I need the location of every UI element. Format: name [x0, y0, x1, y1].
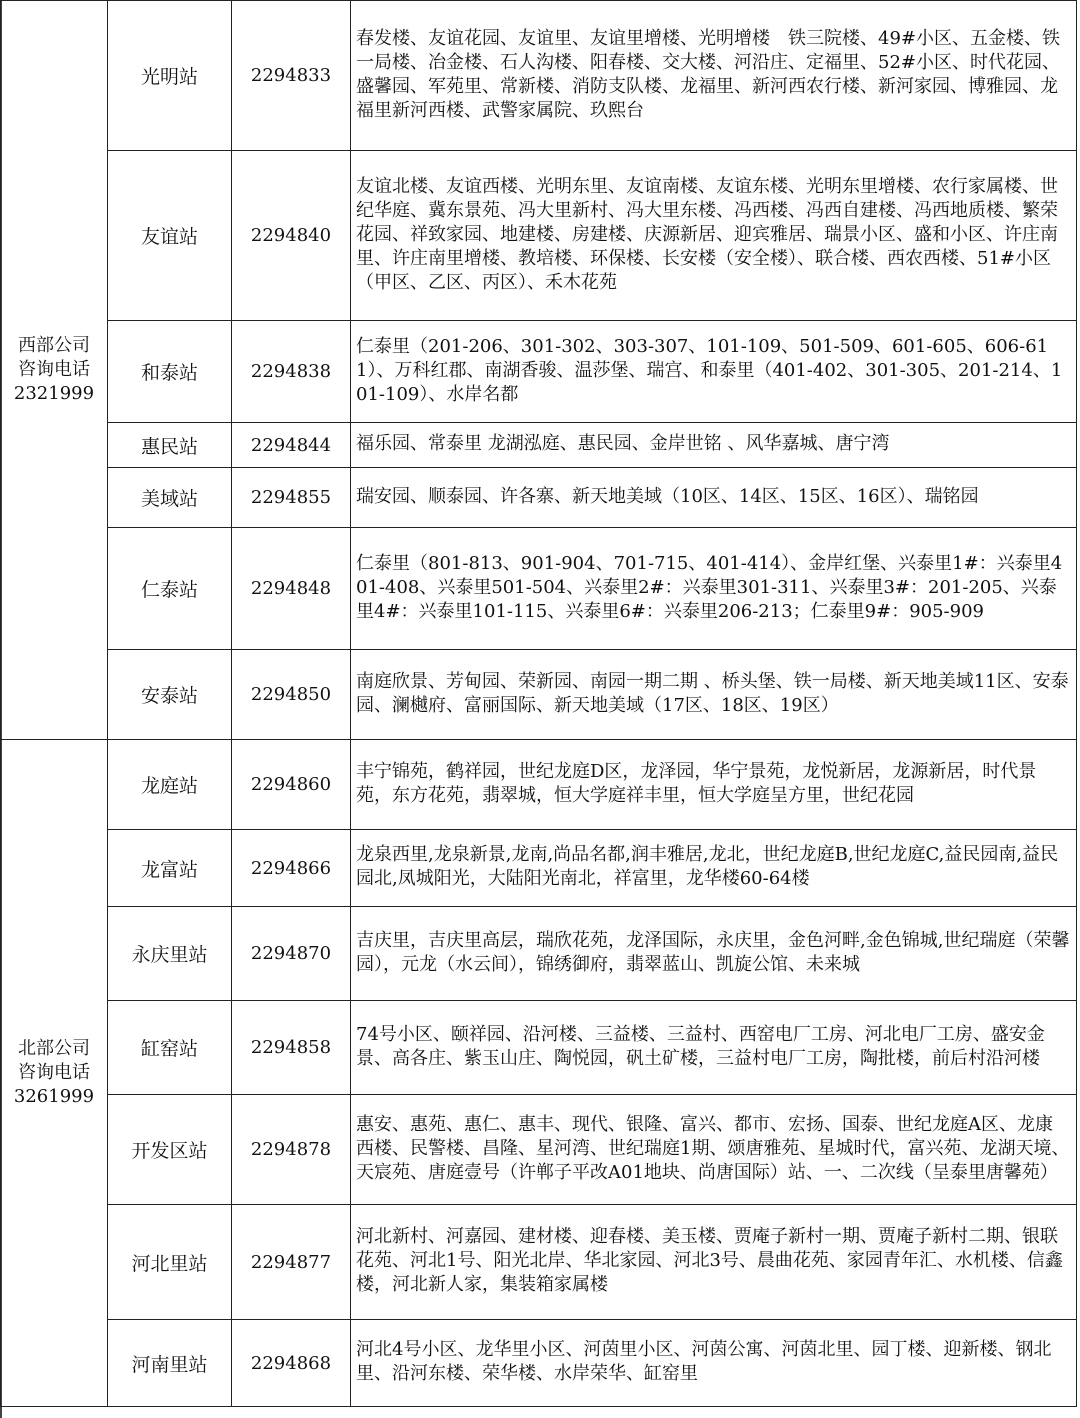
table-row [1, 1095, 1077, 1205]
company-cell [1, 740, 108, 1407]
station-phone: 2294840 [232, 151, 351, 321]
service-areas: 74号小区、颐祥园、沿河楼、三益楼、三益村、西窑电厂工房、河北电厂工房、盛安金景、高各庄、紫玉山庄、陶悦园，矾土矿楼，三益村电厂工房，陶批楼，前后村沿河楼 [351, 1001, 1077, 1095]
table-row [1, 740, 1077, 830]
station-phone: 2294848 [232, 528, 351, 650]
table-row [1, 1320, 1077, 1407]
table-row [1, 907, 1077, 1001]
station-phone: 2294838 [232, 321, 351, 423]
table-row [1, 1001, 1077, 1095]
station-phone: 2294868 [232, 1320, 351, 1407]
company-name: 北部公司 [18, 1038, 90, 1059]
station-phone: 2294844 [232, 423, 351, 468]
table-row [1, 830, 1077, 907]
station-phone: 2294870 [232, 907, 351, 1001]
service-areas: 春发楼、友谊花园、友谊里、友谊里增楼、光明增楼 铁三院楼、49#小区、五金楼、铁一局楼、冶金楼、石人沟楼、阳春楼、交大楼、河沿庄、定福里、52#小区、时代花园、盛馨园、军苑里、常新楼、消防支队楼、龙福里、新河西农行楼、新河家园、博雅园、龙福里新河西楼、武警家属院、玖熙台 [351, 1, 1077, 151]
table-row [1, 321, 1077, 423]
service-areas: 河北新村、河嘉园、建材楼、迎春楼、美玉楼、贾庵子新村一期、贾庵子新村二期、银联花苑、河北1号、阳光北岸、华北家园、河北3号、晨曲花苑、家园青年汇、水机楼、信鑫楼，河北新人家，集装箱家属楼 [351, 1205, 1077, 1320]
table-row [1, 468, 1077, 528]
station-name: 光明站 [108, 1, 232, 151]
company-cell [1, 1, 108, 740]
station-phone: 2294878 [232, 1095, 351, 1205]
station-name: 龙富站 [108, 830, 232, 907]
station-phone: 2294877 [232, 1205, 351, 1320]
station-name: 开发区站 [108, 1095, 232, 1205]
station-phone: 2294866 [232, 830, 351, 907]
station-name: 美域站 [108, 468, 232, 528]
service-areas: 瑞安园、顺泰园、许各寨、新天地美域（10区、14区、15区、16区）、瑞铭园 [351, 468, 1077, 528]
table-row [1, 151, 1077, 321]
service-areas: 吉庆里，吉庆里高层，瑞欣花苑，龙泽国际，永庆里，金色河畔,金色锦城,世纪瑞庭（荣馨园），元龙（水云间），锦绣御府，翡翠蓝山、凯旋公馆、未来城 [351, 907, 1077, 1001]
station-name: 惠民站 [108, 423, 232, 468]
station-phone: 2294855 [232, 468, 351, 528]
station-phone: 2294850 [232, 650, 351, 740]
hotline-label: 咨询电话 [18, 1062, 90, 1083]
station-name: 河北里站 [108, 1205, 232, 1320]
table-row [1, 423, 1077, 468]
table-row [1, 1, 1077, 151]
service-areas: 友谊北楼、友谊西楼、光明东里、友谊南楼、友谊东楼、光明东里增楼、农行家属楼、世纪华庭、冀东景苑、冯大里新村、冯大里东楼、冯西楼、冯西自建楼、冯西地质楼、繁荣花园、祥致家园、地建楼、房建楼、庆源新居、迎宾雅居、瑞景小区、盛和小区、许庄南里、许庄南里增楼、教培楼、环保楼、长安楼（安全楼）、联合楼、西农西楼、51#小区（甲区、乙区、丙区）、禾木花苑 [351, 151, 1077, 321]
station-name: 仁泰站 [108, 528, 232, 650]
station-name: 安泰站 [108, 650, 232, 740]
table-row [1, 650, 1077, 740]
service-areas: 龙泉西里,龙泉新景,龙南,尚品名都,润丰雅居,龙北，世纪龙庭B,世纪龙庭C,益民园南,益民园北,凤城阳光，大陆阳光南北，祥富里，龙华楼60-64楼 [351, 830, 1077, 907]
station-name: 友谊站 [108, 151, 232, 321]
hotline-number: 3261999 [13, 1086, 95, 1107]
company-name: 西部公司 [18, 335, 90, 356]
station-name: 和泰站 [108, 321, 232, 423]
service-areas: 河北4号小区、龙华里小区、河茵里小区、河茵公寓、河茵北里、园丁楼、迎新楼、钢北里、沿河东楼、荣华楼、水岸荣华、缸窑里 [351, 1320, 1077, 1407]
service-areas: 南庭欣景、芳甸园、荣新园、南园一期二期 、桥头堡、铁一局楼、新天地美域11区、安泰园、澜樾府、富丽国际、新天地美域（17区、18区、19区） [351, 650, 1077, 740]
station-phone: 2294858 [232, 1001, 351, 1095]
station-name: 龙庭站 [108, 740, 232, 830]
service-areas: 仁泰里（201-206、301-302、303-307、101-109、501-509、601-605、606-611）、万科红郡、南湖香骏、温莎堡、瑞宫、和泰里（401-402、301-305、201-214、101-109）、水岸名都 [351, 321, 1077, 423]
service-areas: 福乐园、常泰里 龙湖泓庭、惠民园、金岸世铭 、风华嘉城、唐宁湾 [351, 423, 1077, 468]
service-areas: 丰宁锦苑，鹤祥园，世纪龙庭D区，龙泽园，华宁景苑，龙悦新居，龙源新居，时代景苑，东方花苑，翡翠城，恒大学庭祥丰里，恒大学庭呈方里，世纪花园 [351, 740, 1077, 830]
hotline-number: 2321999 [13, 383, 95, 404]
station-name: 缸窑站 [108, 1001, 232, 1095]
service-areas: 惠安、惠苑、惠仁、惠丰、现代、银隆、富兴、都市、宏扬、国泰、世纪龙庭A区、龙康西楼、民警楼、昌隆、星河湾、世纪瑞庭1期、颂唐雅苑、星城时代，富兴苑、龙湖天境、天宸苑、唐庭壹号（许郸子平改A01地块、尚唐国际）站、一、二次线（呈泰里唐馨苑） [351, 1095, 1077, 1205]
table-row [1, 1205, 1077, 1320]
station-name: 河南里站 [108, 1320, 232, 1407]
station-phone: 2294833 [232, 1, 351, 151]
station-name: 永庆里站 [108, 907, 232, 1001]
table-row [1, 528, 1077, 650]
station-phone: 2294860 [232, 740, 351, 830]
hotline-label: 咨询电话 [18, 359, 90, 380]
service-areas: 仁泰里（801-813、901-904、701-715、401-414）、金岸红堡、兴泰里1#：兴泰里401-408、兴泰里501-504、兴泰里2#：兴泰里301-311、兴泰里3#：201-205、兴泰里4#：兴泰里101-115、兴泰里6#：兴泰里206-213；仁泰里9#：905-909 [351, 528, 1077, 650]
